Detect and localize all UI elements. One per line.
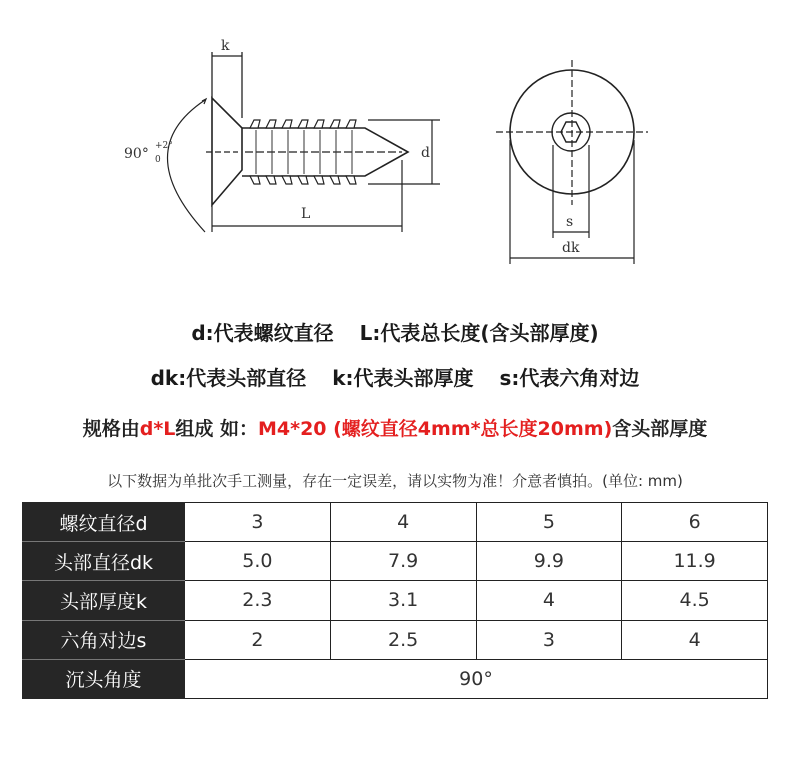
label-angle-tol-lower: 0: [155, 155, 161, 165]
row-label: 沉头角度: [23, 659, 185, 698]
cell: 4: [622, 620, 768, 659]
table-row: [23, 659, 768, 698]
cell-merged: 90°: [185, 659, 768, 698]
cell: 9.9: [476, 542, 622, 581]
cell: 7.9: [330, 542, 476, 581]
label-angle-tol-upper: +2°: [155, 141, 173, 151]
measurement-note: 以下数据为单批次手工测量，存在一定误差，请以实物为准！介意者慎拍。(单位: mm): [107, 472, 683, 490]
row-label: 螺纹直径d: [23, 503, 185, 542]
label-L: L: [301, 206, 311, 222]
cell: 4: [476, 581, 622, 620]
legend-L: L:代表总长度(含头部厚度): [359, 321, 599, 345]
table-row: [23, 581, 768, 620]
spec-mid: 组成 如：: [175, 418, 258, 440]
label-dk: dk: [562, 240, 580, 256]
cell: 4: [330, 503, 476, 542]
label-angle: 90°: [124, 146, 149, 162]
row-label: 头部直径dk: [23, 542, 185, 581]
cell: 3: [476, 620, 622, 659]
row-label: 头部厚度k: [23, 581, 185, 620]
cell: 6: [622, 503, 768, 542]
table-row: [23, 620, 768, 659]
row-label: 六角对边s: [23, 620, 185, 659]
legend-dk: dk:代表头部直径: [150, 366, 307, 390]
label-d: d: [421, 145, 430, 161]
cell: 2.3: [185, 581, 331, 620]
label-s: s: [566, 214, 574, 230]
spec-table: [22, 502, 768, 699]
screw-technical-drawing: [0, 0, 790, 300]
cell: 4.5: [622, 581, 768, 620]
spec-suffix: 含头部厚度: [612, 418, 708, 440]
cell: 2: [185, 620, 331, 659]
table-row: [23, 503, 768, 542]
cell: 2.5: [330, 620, 476, 659]
spec-prefix: 规格由: [82, 418, 140, 440]
cell: 3: [185, 503, 331, 542]
cell: 5.0: [185, 542, 331, 581]
spec-line: [0, 414, 790, 441]
legend-k: k:代表头部厚度: [332, 366, 474, 390]
legend-line-2: [0, 362, 790, 391]
label-k: k: [221, 38, 230, 54]
spec-format: d*L: [139, 418, 176, 440]
cell: 5: [476, 503, 622, 542]
spec-example: M4*20 (螺纹直径4mm*总长度20mm): [258, 418, 613, 440]
cell: 11.9: [622, 542, 768, 581]
table-row: [23, 542, 768, 581]
cell: 3.1: [330, 581, 476, 620]
legend-line-1: [0, 317, 790, 346]
legend-s: s:代表六角对边: [499, 366, 640, 390]
legend-d: d:代表螺纹直径: [191, 321, 334, 345]
